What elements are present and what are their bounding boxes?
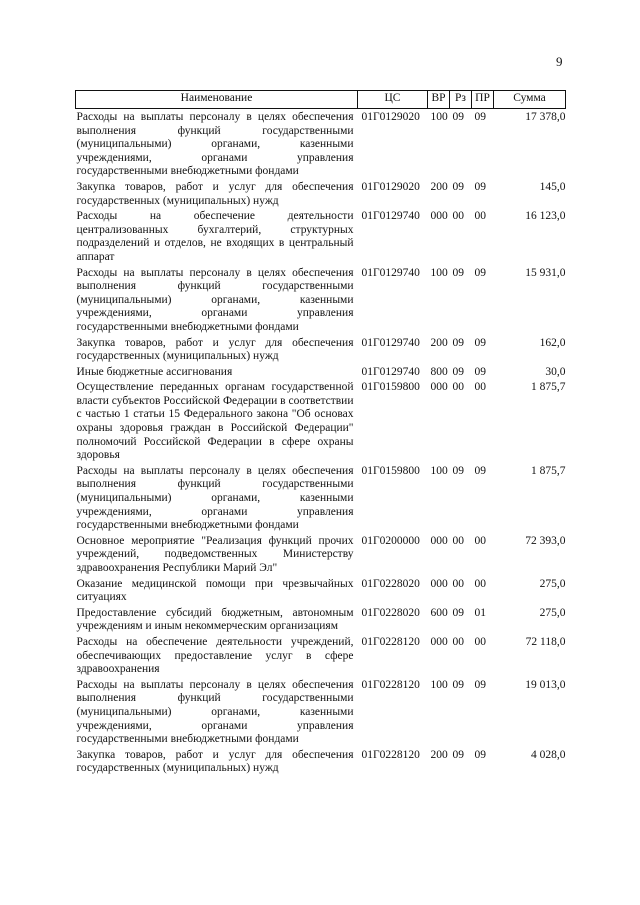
- header-sum: Сумма: [494, 91, 566, 109]
- cell-pr: 00: [474, 534, 486, 547]
- cell-rz: 00: [452, 381, 464, 394]
- cell-vr: 000: [430, 534, 448, 547]
- cell-sum: 1 875,7: [531, 381, 566, 394]
- table-row: [76, 679, 566, 749]
- page-number: 9: [556, 54, 563, 69]
- cell-vr: 200: [430, 336, 448, 349]
- cell-rz: 09: [452, 606, 464, 619]
- table-row: [76, 749, 566, 778]
- cell-cs: 01Г0129740: [361, 365, 420, 378]
- cell-sum: 275,0: [539, 577, 566, 590]
- table-row: [76, 578, 566, 607]
- cell-sum: 16 123,0: [525, 210, 566, 223]
- cell-pr: 09: [474, 678, 486, 691]
- cell-rz: 09: [452, 464, 464, 477]
- cell-name: Закупка товаров, работ и услуг для обеспечения государственных (муниципальных) нужд: [76, 336, 354, 363]
- cell-vr: 100: [430, 464, 448, 477]
- cell-rz: 00: [452, 635, 464, 648]
- cell-pr: 00: [474, 635, 486, 648]
- cell-rz: 09: [452, 336, 464, 349]
- cell-cs: 01Г0228120: [361, 748, 420, 761]
- table-row: [76, 267, 566, 337]
- cell-cs: 01Г0129740: [361, 210, 420, 223]
- cell-sum: 145,0: [539, 180, 566, 193]
- cell-pr: 09: [474, 748, 486, 761]
- cell-vr: 000: [430, 381, 448, 394]
- cell-pr: 09: [474, 365, 486, 378]
- budget-table: [75, 90, 566, 778]
- table-row: [76, 181, 566, 210]
- cell-vr: 200: [430, 748, 448, 761]
- header-pr: ПР: [472, 91, 494, 109]
- cell-cs: 01Г0228120: [361, 678, 420, 691]
- cell-name: Основное мероприятие "Реализация функций прочих учреждений, подведомственных Министерству здравоохранения Республики Марий Эл": [76, 534, 354, 574]
- cell-name: Расходы на обеспечение деятельности централизованных бухгалтерий, структурных подразделений и отделов, не входящих в центральный аппарат: [76, 210, 354, 263]
- cell-pr: 09: [474, 336, 486, 349]
- cell-rz: 09: [452, 266, 464, 279]
- cell-cs: 01Г0129020: [361, 111, 420, 123]
- cell-cs: 01Г0200000: [361, 534, 420, 547]
- cell-pr: 09: [474, 111, 486, 123]
- cell-vr: 600: [430, 606, 448, 619]
- cell-vr: 000: [430, 635, 448, 648]
- header-vr: ВР: [428, 91, 450, 109]
- cell-rz: 09: [452, 180, 464, 193]
- cell-vr: 100: [430, 111, 448, 123]
- header-name: Наименование: [76, 91, 358, 109]
- table-body: [76, 109, 566, 778]
- cell-name: Закупка товаров, работ и услуг для обеспечения государственных (муниципальных) нужд: [76, 180, 354, 207]
- cell-sum: 30,0: [545, 365, 566, 378]
- header-row: [76, 91, 566, 109]
- cell-sum: 15 931,0: [525, 266, 566, 279]
- cell-name: Расходы на выплаты персоналу в целях обеспечения выполнения функций государственными (муниципальными) органами, казенными учреждениями, органами управления государственными внебюджетными фондами: [76, 464, 354, 532]
- cell-cs: 01Г0228120: [361, 635, 420, 648]
- table-row: [76, 535, 566, 578]
- cell-name: Предоставление субсидий бюджетным, автономным учреждениям и иным некоммерческим организациям: [76, 606, 354, 633]
- cell-sum: 19 013,0: [525, 678, 566, 691]
- cell-pr: 09: [474, 180, 486, 193]
- cell-sum: 275,0: [539, 606, 566, 619]
- table-row: [76, 465, 566, 535]
- cell-cs: 01Г0129740: [361, 266, 420, 279]
- cell-pr: 09: [474, 266, 486, 279]
- table-row: [76, 607, 566, 636]
- cell-pr: 01: [474, 606, 486, 619]
- cell-name: Иные бюджетные ассигнования: [76, 365, 233, 378]
- cell-vr: 100: [430, 266, 448, 279]
- cell-cs: 01Г0159800: [361, 381, 420, 394]
- header-rz: Рз: [450, 91, 472, 109]
- header-cs: ЦС: [358, 91, 428, 109]
- cell-vr: 100: [430, 678, 448, 691]
- table-row: [76, 210, 566, 266]
- cell-cs: 01Г0129740: [361, 336, 420, 349]
- cell-vr: 000: [430, 210, 448, 223]
- cell-sum: 162,0: [539, 336, 566, 349]
- cell-cs: 01Г0159800: [361, 464, 420, 477]
- table-row: [76, 337, 566, 366]
- cell-rz: 09: [452, 748, 464, 761]
- cell-pr: 00: [474, 210, 486, 223]
- table-row: [76, 366, 566, 382]
- cell-vr: 200: [430, 180, 448, 193]
- cell-sum: 72 393,0: [525, 534, 566, 547]
- cell-vr: 000: [430, 577, 448, 590]
- cell-cs: 01Г0228020: [361, 577, 420, 590]
- cell-name: Закупка товаров, работ и услуг для обеспечения государственных (муниципальных) нужд: [76, 748, 354, 775]
- cell-sum: 1 875,7: [531, 464, 566, 477]
- cell-rz: 09: [452, 678, 464, 691]
- cell-pr: 00: [474, 577, 486, 590]
- cell-sum: 72 118,0: [525, 635, 566, 648]
- cell-name: Расходы на выплаты персоналу в целях обеспечения выполнения функций государственными (муниципальными) органами, казенными учреждениями, органами управления государственными внебюджетными фондами: [76, 678, 354, 746]
- cell-name: Расходы на выплаты персоналу в целях обеспечения выполнения функций государственными (муниципальными) органами, казенными учреждениями, органами управления государственными внебюджетными фондами: [76, 111, 354, 178]
- cell-cs: 01Г0129020: [361, 180, 420, 193]
- cell-rz: 00: [452, 577, 464, 590]
- cell-pr: 00: [474, 381, 486, 394]
- cell-name: Расходы на обеспечение деятельности учреждений, обеспечивающих предоставление услуг в сфере здравоохранения: [76, 635, 354, 676]
- table-row: [76, 381, 566, 465]
- table-row: [76, 636, 566, 679]
- cell-sum: 4 028,0: [531, 748, 566, 761]
- cell-pr: 09: [474, 464, 486, 477]
- cell-rz: 00: [452, 210, 464, 223]
- cell-rz: 09: [452, 111, 464, 123]
- cell-cs: 01Г0228020: [361, 606, 420, 619]
- cell-rz: 00: [452, 534, 464, 547]
- cell-name: Расходы на выплаты персоналу в целях обеспечения выполнения функций государственными (муниципальными) органами, казенными учреждениями, органами управления государственными внебюджетными фондами: [76, 266, 354, 333]
- cell-vr: 800: [430, 365, 448, 378]
- cell-rz: 09: [452, 365, 464, 378]
- cell-sum: 17 378,0: [525, 111, 566, 123]
- table-header: [76, 91, 566, 109]
- cell-name: Оказание медицинской помощи при чрезвычайных ситуациях: [76, 577, 354, 604]
- cell-name: Осуществление переданных органам государственной власти субъектов Российской Федерации в соответствии с частью 1 статьи 15 Федерального закона "Об основах охраны здоровья граждан в Российской Федерации" полномочий Российской Федерации в сфере охраны здоровья: [76, 381, 354, 462]
- table-row: [76, 109, 566, 181]
